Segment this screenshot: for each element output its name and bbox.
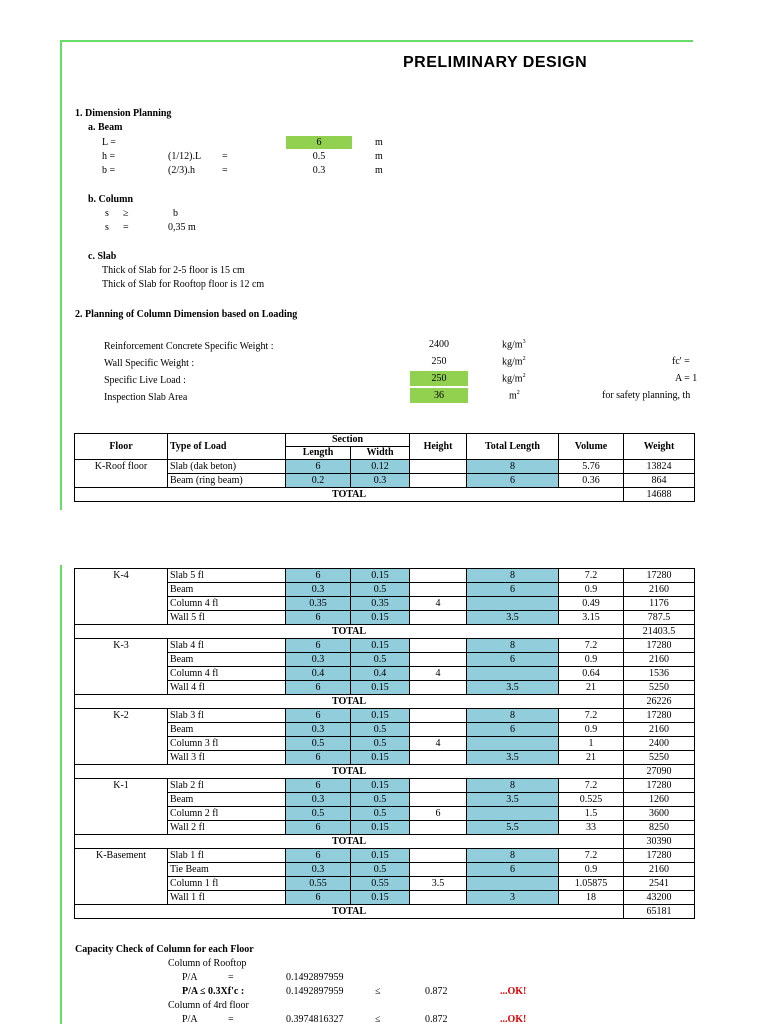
- width-cell[interactable]: 0.55: [351, 877, 410, 891]
- beam-h-value: 0.5: [312, 151, 326, 162]
- beam-h-eq: =: [222, 151, 228, 162]
- load-type: Beam: [168, 723, 286, 737]
- table-row: [75, 807, 695, 821]
- fourth-column-title: Column of 4rd floor: [168, 1000, 249, 1011]
- param-label: Wall Specific Weight :: [104, 358, 195, 369]
- height-cell: [410, 474, 467, 488]
- floor-label: K-Roof floor: [75, 460, 168, 488]
- width-cell[interactable]: 0.5: [351, 653, 410, 667]
- floor-label: K-2: [75, 709, 168, 765]
- width-cell[interactable]: 0.15: [351, 821, 410, 835]
- fourth-pa-label: P/A: [182, 1014, 198, 1025]
- table-row: [75, 779, 695, 793]
- table-row: [75, 474, 695, 488]
- weight-cell: 2160: [624, 583, 695, 597]
- height-cell: [410, 779, 467, 793]
- col-header-weight: Weight: [624, 434, 695, 460]
- beam-h-formula: (1/12).L: [168, 151, 202, 162]
- beam-b-label: b =: [102, 165, 116, 176]
- width-cell[interactable]: 0.15: [351, 681, 410, 695]
- table-row: [75, 569, 695, 583]
- width-cell[interactable]: 0.35: [351, 597, 410, 611]
- load-type: Beam: [168, 793, 286, 807]
- weight-cell: 17280: [624, 639, 695, 653]
- table-row: [75, 653, 695, 667]
- roof-load-table: [74, 433, 695, 502]
- volume-cell: 0.9: [559, 583, 624, 597]
- length-cell[interactable]: 6: [286, 639, 351, 653]
- total-length-cell[interactable]: 6: [467, 583, 559, 597]
- column-r1-s: s: [105, 208, 109, 219]
- weight-cell: 2160: [624, 723, 695, 737]
- weight-cell: 2160: [624, 653, 695, 667]
- volume-cell: 1: [559, 737, 624, 751]
- column-r1-val: b: [173, 208, 178, 219]
- table-row: [75, 821, 695, 835]
- width-cell[interactable]: 0.15: [351, 639, 410, 653]
- height-cell: [410, 891, 467, 905]
- volume-cell: 18: [559, 891, 624, 905]
- load-type: Slab 5 fl: [168, 569, 286, 583]
- volume-cell: 7.2: [559, 779, 624, 793]
- total-label: TOTAL: [75, 695, 624, 709]
- total-length-cell[interactable]: 8: [467, 849, 559, 863]
- total-label: TOTAL: [75, 835, 624, 849]
- volume-cell: 7.2: [559, 709, 624, 723]
- volume-cell: 0.9: [559, 723, 624, 737]
- beam-l-value[interactable]: 6: [316, 137, 322, 148]
- table-row: [75, 611, 695, 625]
- width-cell[interactable]: 0.12: [351, 460, 410, 474]
- param-label: Specific Live Load :: [104, 375, 186, 386]
- beam-b-value: 0.3: [312, 165, 326, 176]
- weight-cell: 13824: [624, 460, 695, 474]
- weight-cell: 1176: [624, 597, 695, 611]
- col-header-length: Length: [286, 447, 351, 460]
- volume-cell: 7.2: [559, 639, 624, 653]
- safety-note: for safety planning, th: [602, 390, 691, 401]
- total-value: 65181: [624, 905, 695, 919]
- length-cell[interactable]: 6: [286, 611, 351, 625]
- height-cell: [410, 583, 467, 597]
- width-cell[interactable]: 0.5: [351, 863, 410, 877]
- volume-cell: 3.15: [559, 611, 624, 625]
- floors-load-table: [74, 568, 695, 919]
- length-cell[interactable]: 0.3: [286, 793, 351, 807]
- total-label: TOTAL: [75, 765, 624, 779]
- length-cell[interactable]: 0.5: [286, 807, 351, 821]
- width-cell[interactable]: 0.5: [351, 793, 410, 807]
- column-r2-s: s: [105, 222, 109, 233]
- weight-cell: 2160: [624, 863, 695, 877]
- floor-label: K-3: [75, 639, 168, 695]
- load-type: Wall 2 fl: [168, 821, 286, 835]
- load-type: Slab (dak beton): [168, 460, 286, 474]
- width-cell[interactable]: 0.15: [351, 611, 410, 625]
- width-cell[interactable]: 0.15: [351, 891, 410, 905]
- fc-label: fc' =: [672, 356, 690, 367]
- load-type: Tie Beam: [168, 863, 286, 877]
- load-type: Beam: [168, 653, 286, 667]
- beam-h-unit: m: [375, 151, 383, 162]
- beam-b-formula: (2/3).h: [168, 165, 195, 176]
- total-length-cell[interactable]: 8: [467, 460, 559, 474]
- fourth-check-op: ≤: [375, 1014, 381, 1025]
- weight-cell: 1260: [624, 793, 695, 807]
- rooftop-pa-label: P/A: [182, 972, 198, 983]
- height-cell: [410, 793, 467, 807]
- width-cell[interactable]: 0.3: [351, 474, 410, 488]
- width-cell[interactable]: 0.5: [351, 723, 410, 737]
- table-row: [75, 849, 695, 863]
- beam-b-unit: m: [375, 165, 383, 176]
- table-row: [75, 460, 695, 474]
- column-r2-op: =: [123, 222, 129, 233]
- length-cell[interactable]: 0.3: [286, 653, 351, 667]
- param-label: Reinforcement Concrete Specific Weight :: [104, 341, 274, 352]
- param-value: 2400: [429, 339, 449, 350]
- total-length-cell[interactable]: 8: [467, 709, 559, 723]
- volume-cell: 7.2: [559, 569, 624, 583]
- live-load-value[interactable]: 250: [431, 373, 447, 384]
- height-cell: [410, 849, 467, 863]
- load-type: Wall 1 fl: [168, 891, 286, 905]
- width-cell[interactable]: 0.15: [351, 849, 410, 863]
- volume-cell: 1.5: [559, 807, 624, 821]
- volume-cell: 1.05875: [559, 877, 624, 891]
- load-type: Wall 5 fl: [168, 611, 286, 625]
- height-cell: [410, 751, 467, 765]
- table-row: [75, 681, 695, 695]
- load-type: Column 4 fl: [168, 667, 286, 681]
- total-length-cell[interactable]: 3.5: [467, 793, 559, 807]
- total-length-cell[interactable]: 3.5: [467, 751, 559, 765]
- total-label: TOTAL: [75, 625, 624, 639]
- load-type: Wall 3 fl: [168, 751, 286, 765]
- height-cell: [410, 821, 467, 835]
- total-length-cell[interactable]: 8: [467, 779, 559, 793]
- total-value: 21403.5: [624, 625, 695, 639]
- col-header-volume: Volume: [559, 434, 624, 460]
- rooftop-pa-eq: =: [228, 972, 234, 983]
- length-cell[interactable]: 0.2: [286, 474, 351, 488]
- total-length-cell[interactable]: 5.5: [467, 821, 559, 835]
- param-unit: $kg/m^2$: [502, 356, 526, 368]
- height-cell: 4: [410, 667, 467, 681]
- height-cell: [410, 460, 467, 474]
- weight-cell: 8250: [624, 821, 695, 835]
- capacity-heading: Capacity Check of Column for each Floor: [75, 944, 254, 955]
- weight-cell: 3600: [624, 807, 695, 821]
- col-header-type: Type of Load: [168, 434, 286, 460]
- column-heading: b. Column: [88, 194, 134, 205]
- table-row: [75, 863, 695, 877]
- col-header-width: Width: [351, 447, 410, 460]
- rooftop-check-value: 0.1492897959: [286, 986, 344, 997]
- frame-border-left: [60, 40, 62, 510]
- length-cell[interactable]: 6: [286, 751, 351, 765]
- total-value: 26226: [624, 695, 695, 709]
- table-row: [75, 709, 695, 723]
- fourth-pa-eq: =: [228, 1014, 234, 1025]
- table-row: [75, 723, 695, 737]
- slab-area-value[interactable]: 36: [434, 390, 444, 401]
- height-cell: [410, 709, 467, 723]
- width-cell[interactable]: 0.15: [351, 779, 410, 793]
- volume-cell: 0.36: [559, 474, 624, 488]
- length-cell[interactable]: 0.3: [286, 863, 351, 877]
- height-cell: [410, 639, 467, 653]
- section-2-heading: 2. Planning of Column Dimension based on Loading: [75, 309, 298, 320]
- total-row: [75, 835, 695, 849]
- rooftop-status: ...OK!: [500, 986, 527, 997]
- width-cell[interactable]: 0.5: [351, 583, 410, 597]
- param-label: Inspection Slab Area: [104, 392, 188, 403]
- table-row: [75, 597, 695, 611]
- total-length-cell[interactable]: [467, 807, 559, 821]
- weight-cell: 17280: [624, 849, 695, 863]
- section-1-heading: 1. Dimension Planning: [75, 108, 172, 119]
- height-cell: [410, 569, 467, 583]
- load-type: Slab 2 fl: [168, 779, 286, 793]
- slab-line-1: Thick of Slab for 2-5 floor is 15 cm: [102, 265, 245, 276]
- param-value: 250: [431, 356, 447, 367]
- weight-cell: 17280: [624, 569, 695, 583]
- load-type: Beam: [168, 583, 286, 597]
- load-type: Column 4 fl: [168, 597, 286, 611]
- beam-heading: a. Beam: [88, 122, 123, 133]
- width-cell[interactable]: 0.5: [351, 807, 410, 821]
- volume-cell: 7.2: [559, 849, 624, 863]
- length-cell[interactable]: 0.5: [286, 737, 351, 751]
- volume-cell: 21: [559, 751, 624, 765]
- floor-label: K-1: [75, 779, 168, 835]
- volume-cell: 0.64: [559, 667, 624, 681]
- total-length-cell[interactable]: 6: [467, 653, 559, 667]
- total-row: [75, 625, 695, 639]
- col-header-floor: Floor: [75, 434, 168, 460]
- length-cell[interactable]: 6: [286, 460, 351, 474]
- table-row: [75, 891, 695, 905]
- volume-cell: 0.49: [559, 597, 624, 611]
- volume-cell: 21: [559, 681, 624, 695]
- param-unit: $kg/m^2$: [502, 373, 526, 385]
- load-type: Wall 4 fl: [168, 681, 286, 695]
- page-title: PRELIMINARY DESIGN: [403, 54, 588, 71]
- height-cell: 4: [410, 737, 467, 751]
- length-cell[interactable]: 6: [286, 779, 351, 793]
- col-header-section: Section: [286, 434, 410, 447]
- load-type: Slab 4 fl: [168, 639, 286, 653]
- beam-b-eq: =: [222, 165, 228, 176]
- frame-border-top: [60, 40, 693, 42]
- total-length-cell[interactable]: [467, 667, 559, 681]
- table-row: [75, 639, 695, 653]
- slab-line-2: Thick of Slab for Rooftop floor is 12 cm: [102, 279, 265, 290]
- rooftop-pa-value: 0.1492897959: [286, 972, 344, 983]
- fourth-status: ...OK!: [500, 1014, 527, 1025]
- volume-cell: 0.9: [559, 653, 624, 667]
- total-length-cell[interactable]: 6: [467, 723, 559, 737]
- fourth-check-limit: 0.872: [425, 1014, 448, 1025]
- weight-cell: 2541: [624, 877, 695, 891]
- width-cell[interactable]: 0.15: [351, 751, 410, 765]
- total-length-cell[interactable]: 3: [467, 891, 559, 905]
- total-row: [75, 905, 695, 919]
- rooftop-check-op: ≤: [375, 986, 381, 997]
- load-type: Slab 1 fl: [168, 849, 286, 863]
- total-row: [75, 765, 695, 779]
- total-length-cell[interactable]: 8: [467, 569, 559, 583]
- floor-label: K-Basement: [75, 849, 168, 905]
- weight-cell: 2400: [624, 737, 695, 751]
- beam-l-unit: m: [375, 137, 383, 148]
- total-value: 30390: [624, 835, 695, 849]
- area-label: A = 1: [675, 373, 698, 384]
- width-cell[interactable]: 0.15: [351, 569, 410, 583]
- length-cell[interactable]: 0.4: [286, 667, 351, 681]
- weight-cell: 787.5: [624, 611, 695, 625]
- total-length-cell[interactable]: 6: [467, 863, 559, 877]
- table-row: [75, 751, 695, 765]
- total-length-cell[interactable]: 3.5: [467, 681, 559, 695]
- load-type: Column 1 fl: [168, 877, 286, 891]
- load-type: Slab 3 fl: [168, 709, 286, 723]
- weight-cell: 43200: [624, 891, 695, 905]
- total-length-cell[interactable]: 3.5: [467, 611, 559, 625]
- height-cell: 6: [410, 807, 467, 821]
- table-row: [75, 737, 695, 751]
- length-cell[interactable]: 6: [286, 681, 351, 695]
- table-row: [75, 667, 695, 681]
- length-cell[interactable]: 6: [286, 891, 351, 905]
- length-cell[interactable]: 6: [286, 849, 351, 863]
- total-label: TOTAL: [75, 488, 624, 502]
- frame-border-left-lower: [60, 565, 62, 1024]
- weight-cell: 17280: [624, 779, 695, 793]
- height-cell: 4: [410, 597, 467, 611]
- height-cell: [410, 681, 467, 695]
- length-cell[interactable]: 0.3: [286, 723, 351, 737]
- height-cell: [410, 653, 467, 667]
- column-r2-val: 0,35 m: [168, 222, 196, 233]
- weight-cell: 864: [624, 474, 695, 488]
- rooftop-check-label: P/A ≤ 0.3Xf'c :: [182, 986, 245, 997]
- weight-cell: 5250: [624, 681, 695, 695]
- total-length-cell[interactable]: [467, 877, 559, 891]
- volume-cell: 0.9: [559, 863, 624, 877]
- length-cell[interactable]: 6: [286, 709, 351, 723]
- total-value: 27090: [624, 765, 695, 779]
- width-cell[interactable]: 0.5: [351, 737, 410, 751]
- table-row: [75, 793, 695, 807]
- beam-l-label: L =: [102, 137, 116, 148]
- weight-cell: 1536: [624, 667, 695, 681]
- total-label: TOTAL: [75, 905, 624, 919]
- col-header-height: Height: [410, 434, 467, 460]
- volume-cell: 5.76: [559, 460, 624, 474]
- floor-label: K-4: [75, 569, 168, 625]
- fourth-pa-value: 0.3974816327: [286, 1014, 344, 1025]
- height-cell: [410, 863, 467, 877]
- total-length-cell[interactable]: 6: [467, 474, 559, 488]
- length-cell[interactable]: 6: [286, 821, 351, 835]
- total-row: [75, 488, 695, 502]
- beam-h-label: h =: [102, 151, 116, 162]
- total-value: 14688: [624, 488, 695, 502]
- length-cell[interactable]: 0.3: [286, 583, 351, 597]
- weight-cell: 17280: [624, 709, 695, 723]
- volume-cell: 33: [559, 821, 624, 835]
- length-cell[interactable]: 0.55: [286, 877, 351, 891]
- rooftop-column-title: Column of Rooftop: [168, 958, 247, 969]
- length-cell[interactable]: 0.35: [286, 597, 351, 611]
- total-length-cell[interactable]: 8: [467, 639, 559, 653]
- param-unit: $kg/m^3$: [502, 339, 526, 351]
- height-cell: 3.5: [410, 877, 467, 891]
- table-row: [75, 583, 695, 597]
- load-type: Column 2 fl: [168, 807, 286, 821]
- load-type: Column 3 fl: [168, 737, 286, 751]
- weight-cell: 5250: [624, 751, 695, 765]
- column-r1-op: ≥: [123, 208, 129, 219]
- length-cell[interactable]: 6: [286, 569, 351, 583]
- param-unit: $m^2$: [509, 390, 520, 402]
- total-row: [75, 695, 695, 709]
- total-length-cell[interactable]: [467, 737, 559, 751]
- rooftop-check-limit: 0.872: [425, 986, 448, 997]
- width-cell[interactable]: 0.4: [351, 667, 410, 681]
- width-cell[interactable]: 0.15: [351, 709, 410, 723]
- slab-heading: c. Slab: [88, 251, 117, 262]
- volume-cell: 0.525: [559, 793, 624, 807]
- total-length-cell[interactable]: [467, 597, 559, 611]
- height-cell: [410, 723, 467, 737]
- height-cell: [410, 611, 467, 625]
- table-row: [75, 877, 695, 891]
- load-type: Beam (ring beam): [168, 474, 286, 488]
- col-header-total-length: Total Length: [467, 434, 559, 460]
